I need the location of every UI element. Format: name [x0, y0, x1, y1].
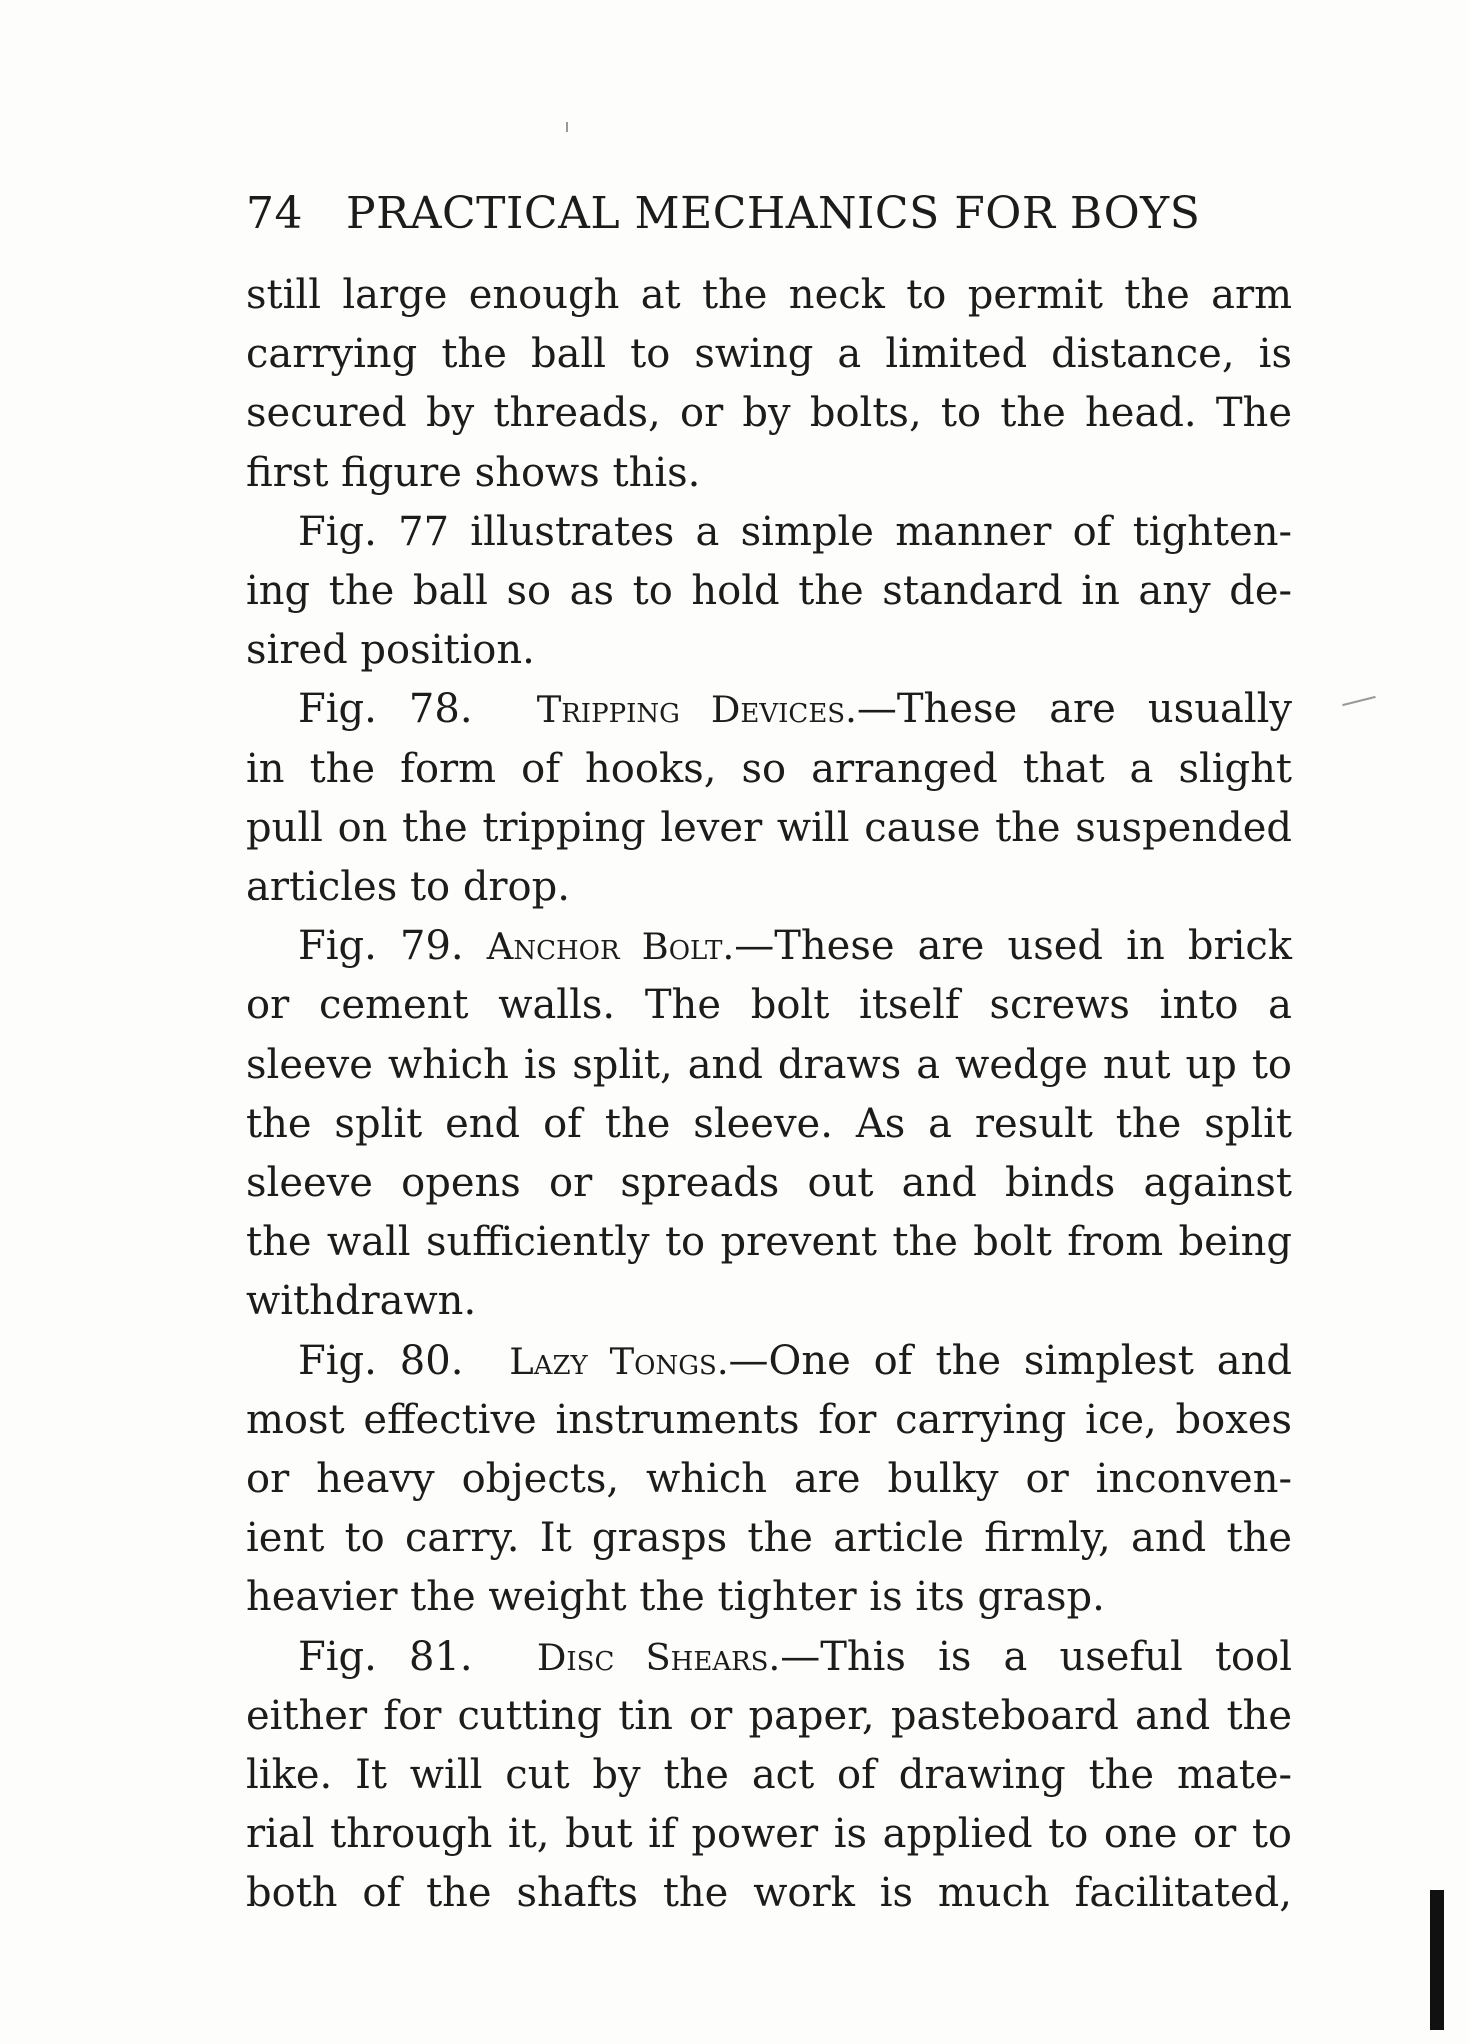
text-line: sleeve opens or spreads out and binds against: [246, 1160, 1292, 1207]
text-line: sired position.: [246, 627, 535, 674]
text-line: pull on the tripping lever will cause the suspended: [246, 804, 1292, 851]
section-heading: Disc Shears.: [536, 1635, 781, 1679]
paragraph-fig-78: [246, 680, 1292, 917]
text-line: in the form of hooks, so arranged that a slight: [246, 745, 1292, 792]
section-heading: Lazy Tongs.: [509, 1339, 729, 1383]
text-line: secured by threads, or by bolts, to the head. The: [246, 390, 1292, 437]
text-line: both of the shafts the work is much facilitated,: [246, 1870, 1292, 1917]
text-line: carrying the ball to swing a limited distance, is: [246, 331, 1292, 378]
figure-reference: Fig. 78.: [298, 686, 473, 733]
text-line: most effective instruments for carrying ice, boxes: [246, 1396, 1292, 1443]
scan-edge-mark: [1430, 1890, 1444, 2030]
scan-speck: [1342, 696, 1375, 706]
figure-reference: Fig. 81.: [298, 1633, 473, 1680]
paragraph-fig-79: [246, 917, 1292, 1331]
body-text: [246, 266, 1292, 1924]
running-head: PRACTICAL MECHANICS FOR BOYS: [346, 188, 1201, 239]
paragraph-fig-77: [246, 503, 1292, 681]
text-line: like. It will cut by the act of drawing the mate-: [246, 1752, 1292, 1799]
text-line: the split end of the sleeve. As a result the split: [246, 1100, 1292, 1147]
text-run: —These are usually: [856, 686, 1292, 733]
figure-reference: Fig. 79.: [298, 923, 464, 970]
text-line: still large enough at the neck to permit the arm: [246, 272, 1292, 318]
text-line: sleeve which is split, and draws a wedge nut up to: [246, 1041, 1292, 1088]
text-line: either for cutting tin or paper, pasteboard and the: [246, 1692, 1292, 1739]
page-number: 74: [246, 188, 303, 239]
text-line: [246, 680, 1292, 739]
paragraph-fig-80: [246, 1332, 1292, 1628]
text-run: —This is a useful tool: [780, 1633, 1292, 1680]
text-line: ing the ball so as to hold the standard in any de-: [246, 568, 1292, 615]
text-line: rial through it, but if power is applied to one or to: [246, 1811, 1292, 1858]
text-line: withdrawn.: [246, 1278, 477, 1325]
text-line: first figure shows this.: [246, 449, 701, 496]
text-line: or cement walls. The bolt itself screws into a: [246, 982, 1292, 1029]
text-line: Fig. 77 illustrates a simple manner of tighten-: [298, 508, 1292, 555]
figure-reference: Fig. 80.: [298, 1337, 464, 1384]
text-run: —One of the simplest and: [728, 1337, 1292, 1384]
text-line: heavier the weight the tighter is its grasp.: [246, 1574, 1105, 1621]
paragraph-continuation: [246, 266, 1292, 503]
section-heading: Tripping Devices.: [536, 688, 857, 732]
text-line: [246, 1332, 1292, 1391]
section-heading: Anchor Bolt.: [486, 925, 735, 969]
text-run: —These are used in brick: [734, 923, 1292, 970]
text-line: articles to drop.: [246, 864, 570, 911]
text-line: ient to carry. It grasps the article firmly, and the: [246, 1515, 1292, 1562]
text-line: the wall sufficiently to prevent the bolt from being: [246, 1219, 1292, 1266]
text-line: [246, 917, 1292, 976]
scan-speck: [566, 122, 568, 132]
text-line: [246, 1628, 1292, 1687]
paragraph-fig-81: [246, 1628, 1292, 1924]
text-line: or heavy objects, which are bulky or inconven-: [246, 1456, 1292, 1503]
page-header: [246, 184, 1292, 244]
